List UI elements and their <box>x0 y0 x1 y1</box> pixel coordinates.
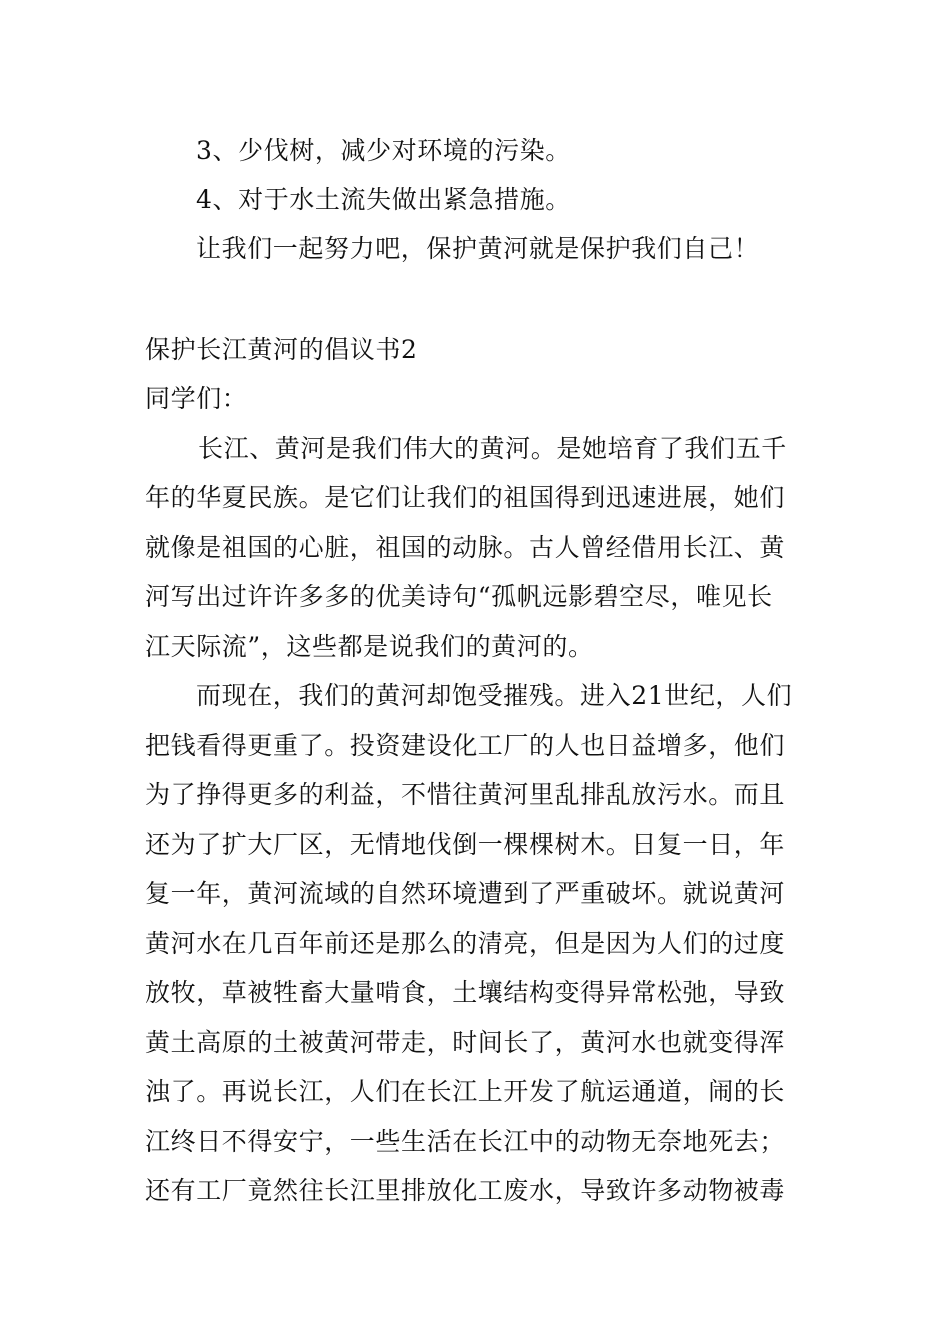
paragraph-2-line: 还为了扩大厂区，无情地伐倒一棵棵树木。日复一日，年 <box>145 830 786 859</box>
paragraph-1-line: 就像是祖国的心脏，祖国的动脉。古人曾经借用长江、黄 <box>145 533 786 562</box>
list-item-3: 3、少伐树，减少对环境的污染。 <box>196 136 571 165</box>
paragraph-2-line: 放牧，草被牲畜大量啃食，土壤结构变得异常松弛，导致 <box>145 978 786 1007</box>
closing-line: 让我们一起努力吧，保护黄河就是保护我们自己！ <box>196 234 760 263</box>
paragraph-2-line: 还有工厂竟然往长江里排放化工废水，导致许多动物被毒 <box>145 1176 786 1205</box>
paragraph-1-line: 江天际流”，这些都是说我们的黄河的。 <box>145 632 594 661</box>
paragraph-2-line: 为了挣得更多的利益，不惜往黄河里乱排乱放污水。而且 <box>145 780 786 809</box>
paragraph-2-line: 黄土高原的土被黄河带走，时间长了，黄河水也就变得浑 <box>145 1028 786 1057</box>
list-item-4: 4、对于水土流失做出紧急措施。 <box>196 185 571 214</box>
paragraph-2-line: 黄河水在几百年前还是那么的清亮，但是因为人们的过度 <box>145 929 786 958</box>
paragraph-2-line: 浊了。再说长江，人们在长江上开发了航运通道，闹的长 <box>145 1077 786 1106</box>
paragraph-2-line: 复一年，黄河流域的自然环境遭到了严重破坏。就说黄河 <box>145 879 786 908</box>
paragraph-1-line: 年的华夏民族。是它们让我们的祖国得到迅速进展，她们 <box>145 483 786 512</box>
greeting: 同学们： <box>145 384 248 413</box>
paragraph-2-line: 把钱看得更重了。投资建设化工厂的人也日益增多，他们 <box>145 731 786 760</box>
paragraph-2-line: 江终日不得安宁，一些生活在长江中的动物无奈地死去； <box>145 1127 786 1156</box>
paragraph-1-line: 长江、黄河是我们伟大的黄河。是她培育了我们五千 <box>198 434 787 463</box>
paragraph-2-line: 而现在，我们的黄河却饱受摧残。进入21世纪，人们 <box>196 681 793 710</box>
section-title: 保护长江黄河的倡议书2 <box>145 335 418 364</box>
paragraph-1-line: 河写出过许许多多的优美诗句“孤帆远影碧空尽，唯见长 <box>145 582 773 611</box>
